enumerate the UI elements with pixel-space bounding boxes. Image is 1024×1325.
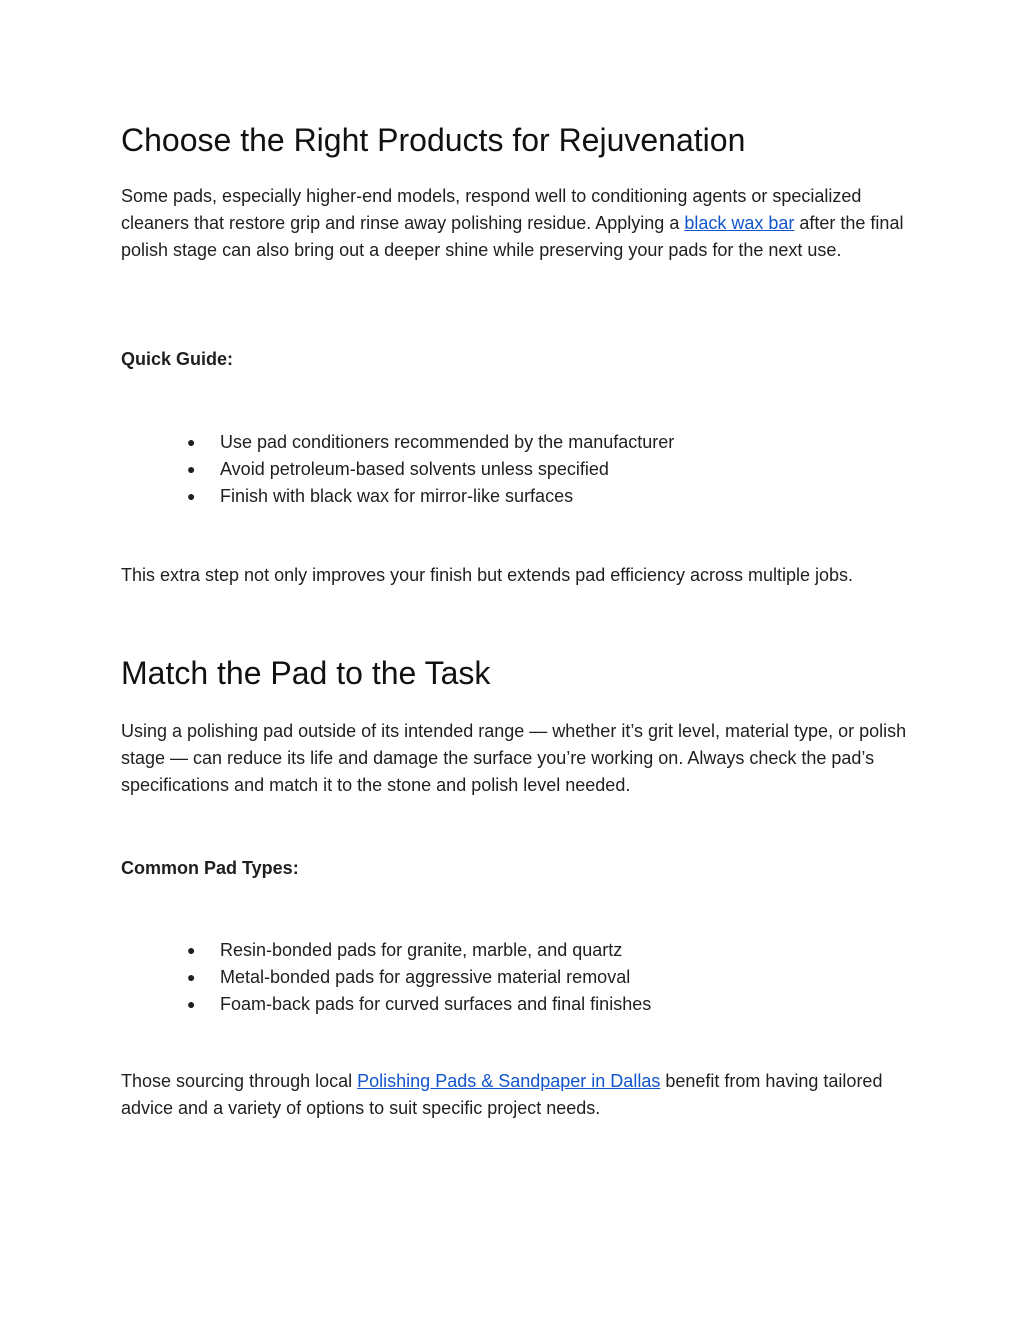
list-item (187, 483, 887, 510)
polishing-pads-dallas-link[interactable]: Polishing Pads & Sandpaper in Dallas (357, 1071, 661, 1091)
black-wax-bar-link[interactable]: black wax bar (684, 213, 795, 233)
paragraph-rejuvenation-intro (121, 183, 911, 264)
intro-text-after-link: after the final polish stage can also bring out a deeper shine while preserving your pads for the next use. (121, 213, 904, 260)
closing-text-before-link: Those sourcing through local (121, 1071, 358, 1091)
bullet-icon: ● (187, 942, 196, 958)
paragraph-match-pad-intro: Using a polishing pad outside of its intended range — whether it’s grit level, material type, or polish stage — can reduce its life and damage the surface you’re working on. Always check the pad’s specifications and match it to the stone and polish level needed. (121, 721, 907, 795)
quick-guide-label: Quick Guide: (121, 349, 234, 369)
paragraph-rejuvenation-closing: This extra step not only improves your finish but extends pad efficiency across multiple jobs. (121, 565, 854, 585)
bullet-icon: ● (187, 969, 196, 985)
bullet-icon: ● (187, 488, 196, 504)
common-pad-types-label: Common Pad Types: (121, 858, 299, 878)
list-item (187, 456, 887, 483)
bullet-icon: ● (187, 461, 196, 477)
list-item-text: Metal-bonded pads for aggressive material removal (220, 967, 631, 987)
list-item-text: Resin-bonded pads for granite, marble, and quartz (220, 940, 623, 960)
list-item-text: Foam-back pads for curved surfaces and final finishes (220, 994, 652, 1014)
bullet-icon: ● (187, 434, 196, 450)
list-item (187, 991, 887, 1018)
intro-text-before-link: Some pads, especially higher-end models, respond well to conditioning agents or specialized cleaners that restore grip and rinse away polishing residue. Applying a (121, 186, 862, 233)
list-item (187, 429, 887, 456)
paragraph-match-pad-closing (121, 1068, 911, 1122)
section-heading-rejuvenation: Choose the Right Products for Rejuvenation (121, 122, 746, 158)
closing-text-after-link: benefit from having tailored advice and a variety of options to suit specific project needs. (121, 1071, 883, 1118)
list-item-text: Use pad conditioners recommended by the manufacturer (220, 432, 675, 452)
list-item (187, 964, 887, 991)
section-heading-match-pad: Match the Pad to the Task (121, 655, 491, 691)
quick-guide-list (187, 429, 887, 510)
list-item-text: Finish with black wax for mirror-like surfaces (220, 486, 574, 506)
list-item (187, 937, 887, 964)
common-pad-types-list (187, 937, 887, 1018)
list-item-text: Avoid petroleum-based solvents unless specified (220, 459, 609, 479)
bullet-icon: ● (187, 996, 196, 1012)
